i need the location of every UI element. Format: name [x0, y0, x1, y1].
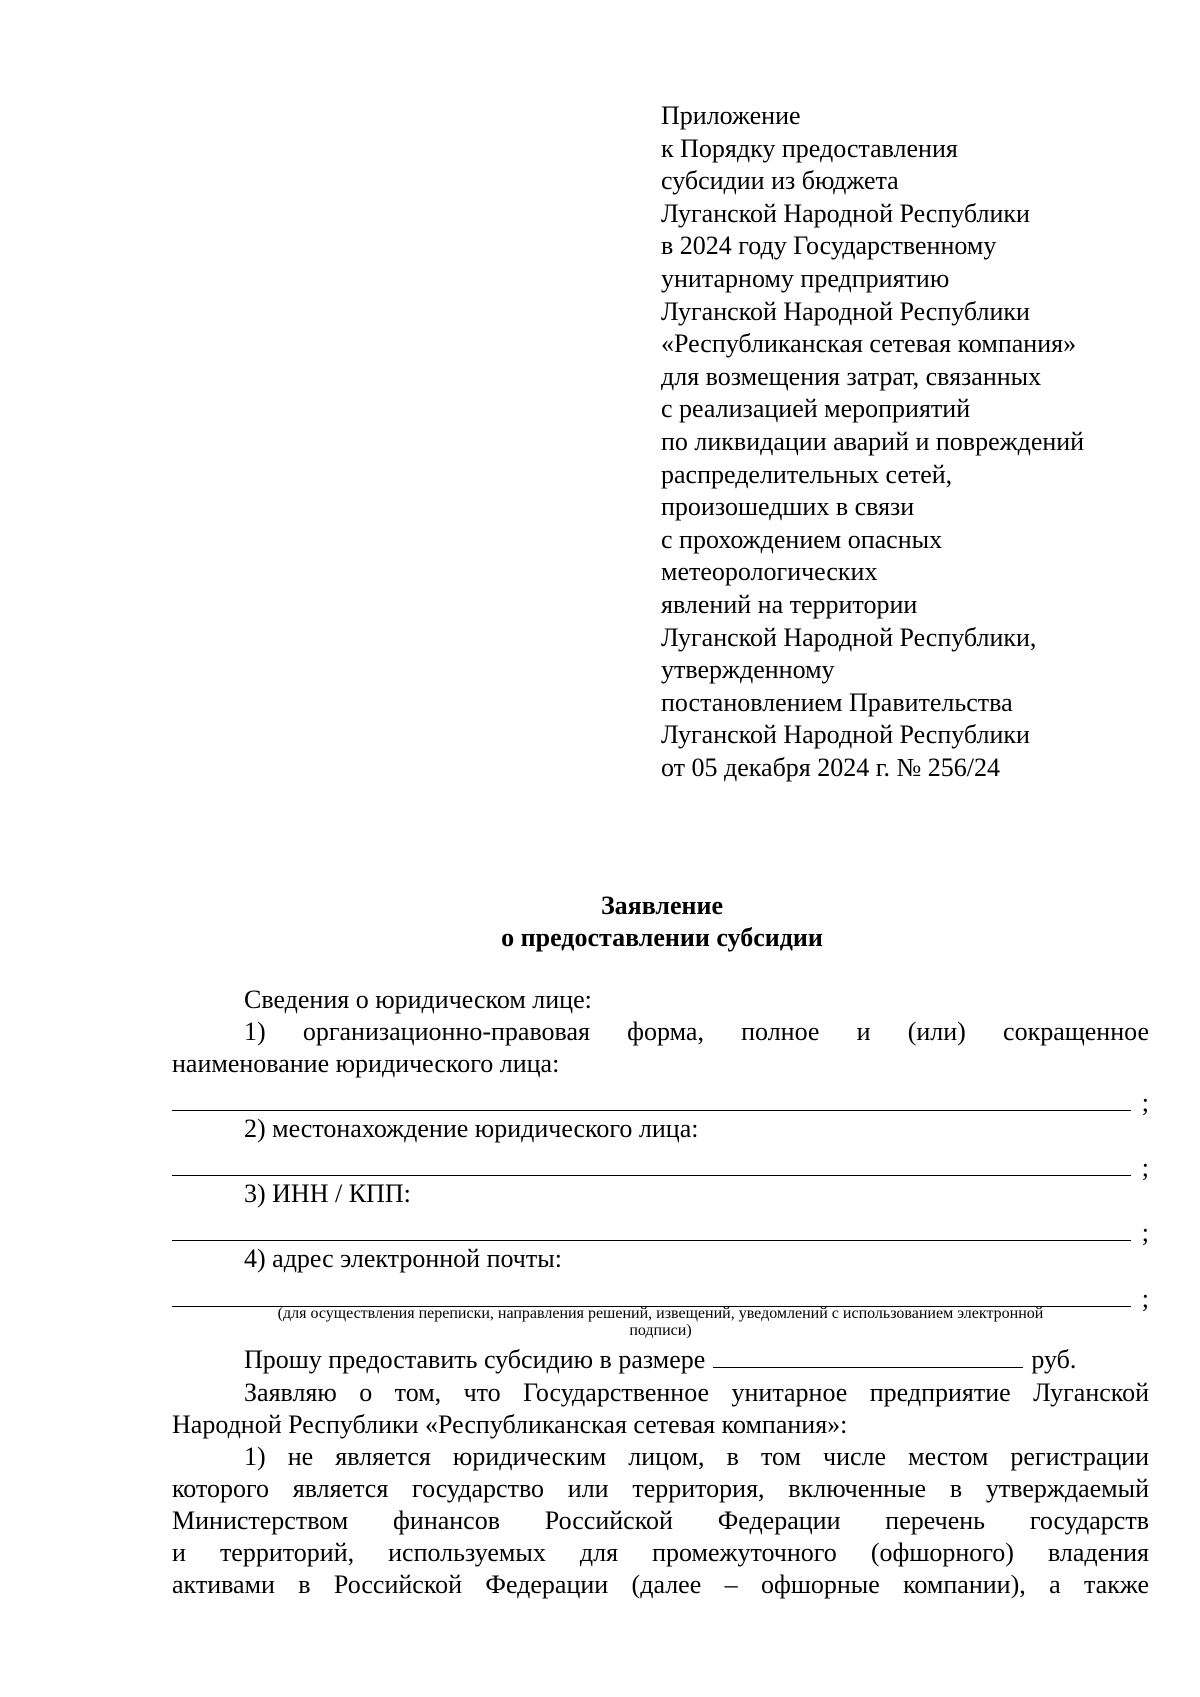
document-title: Заявление	[600, 891, 724, 920]
appendix-line: для возмещения затрат, связанных	[661, 361, 1042, 391]
appendix-line: постановлением Правительства	[661, 687, 1013, 717]
form-item-4: 4) адрес электронной почты:	[244, 1244, 562, 1273]
declaration-p1-line: и территорий, используемых для промежуточного (офшорного) владения	[172, 1538, 1149, 1567]
appendix-line: метеорологических	[661, 557, 878, 587]
declaration-line: Народной Республики «Республиканская сетевая компания»:	[172, 1410, 848, 1439]
document-subtitle: о предоставлении субсидии	[501, 923, 823, 952]
appendix-header	[661, 100, 1181, 784]
declaration-p1-line: которого является государство или территория, включенные в утверждаемый	[172, 1474, 1149, 1503]
appendix-line: «Республиканская сетевая компания»	[661, 329, 1077, 359]
appendix-line: Луганской Народной Республики	[661, 296, 1030, 326]
semicolon: ;	[1141, 1218, 1149, 1247]
declaration-p1-line: Министерством финансов Российской Федерации перечень государств	[172, 1506, 1149, 1535]
request-prefix: Прошу предоставить субсидию в размере	[244, 1345, 706, 1374]
appendix-line: утвержденному	[661, 655, 835, 685]
appendix-line: явлений на территории	[661, 589, 918, 619]
appendix-line: с реализацией мероприятий	[661, 394, 971, 424]
appendix-line: произошедших в связи	[661, 492, 915, 522]
underline	[172, 1175, 1131, 1176]
underline	[172, 1240, 1131, 1241]
appendix-line: Луганской Народной Республики	[661, 198, 1030, 228]
appendix-line: к Порядку предоставления	[661, 133, 958, 163]
appendix-line: субсидии из бюджета	[661, 166, 899, 196]
declaration-line: Заявляю о том, что Государственное унитарное предприятие Луганской	[244, 1378, 1149, 1407]
appendix-line: по ликвидации аварий и повреждений	[661, 426, 1085, 456]
appendix-line: унитарному предприятию	[661, 263, 950, 293]
form-item-2: 2) местонахождение юридического лица:	[244, 1114, 699, 1143]
semicolon: ;	[1141, 1153, 1149, 1182]
appendix-line: в 2024 году Государственному	[661, 231, 997, 261]
underline	[172, 1110, 1131, 1111]
request-suffix: руб.	[1031, 1345, 1077, 1374]
declaration-p1-line: 1) не является юридическим лицом, в том числе местом регистрации	[244, 1442, 1149, 1471]
appendix-line: распределительных сетей,	[661, 459, 953, 489]
form-intro: Сведения о юридическом лице:	[244, 985, 592, 1014]
appendix-line: с прохождением опасных	[661, 524, 943, 554]
appendix-line: от 05 декабря 2024 г. № 256/24	[661, 752, 1001, 782]
appendix-line: Приложение	[661, 101, 801, 130]
form-item-1-cont: наименование юридического лица:	[172, 1049, 560, 1078]
amount-input-line[interactable]	[713, 1345, 1023, 1368]
email-note: (для осуществления переписки, направления решений, извещений, уведомлений с использованием электронной	[277, 1305, 1044, 1322]
form-item-1: 1) организационно-правовая форма, полное и (или) сокращенное	[244, 1017, 1149, 1046]
semicolon: ;	[1141, 1284, 1149, 1313]
form-item-3: 3) ИНН / КПП:	[244, 1179, 411, 1208]
email-note-cont: подписи)	[629, 1322, 692, 1339]
semicolon: ;	[1141, 1088, 1149, 1117]
declaration-p1-line: активами в Российской Федерации (далее – офшорные компании), а также	[172, 1570, 1149, 1599]
subsidy-request	[172, 1344, 1149, 1377]
appendix-line: Луганской Народной Республики,	[661, 622, 1037, 652]
appendix-line: Луганской Народной Республики	[661, 720, 1030, 750]
